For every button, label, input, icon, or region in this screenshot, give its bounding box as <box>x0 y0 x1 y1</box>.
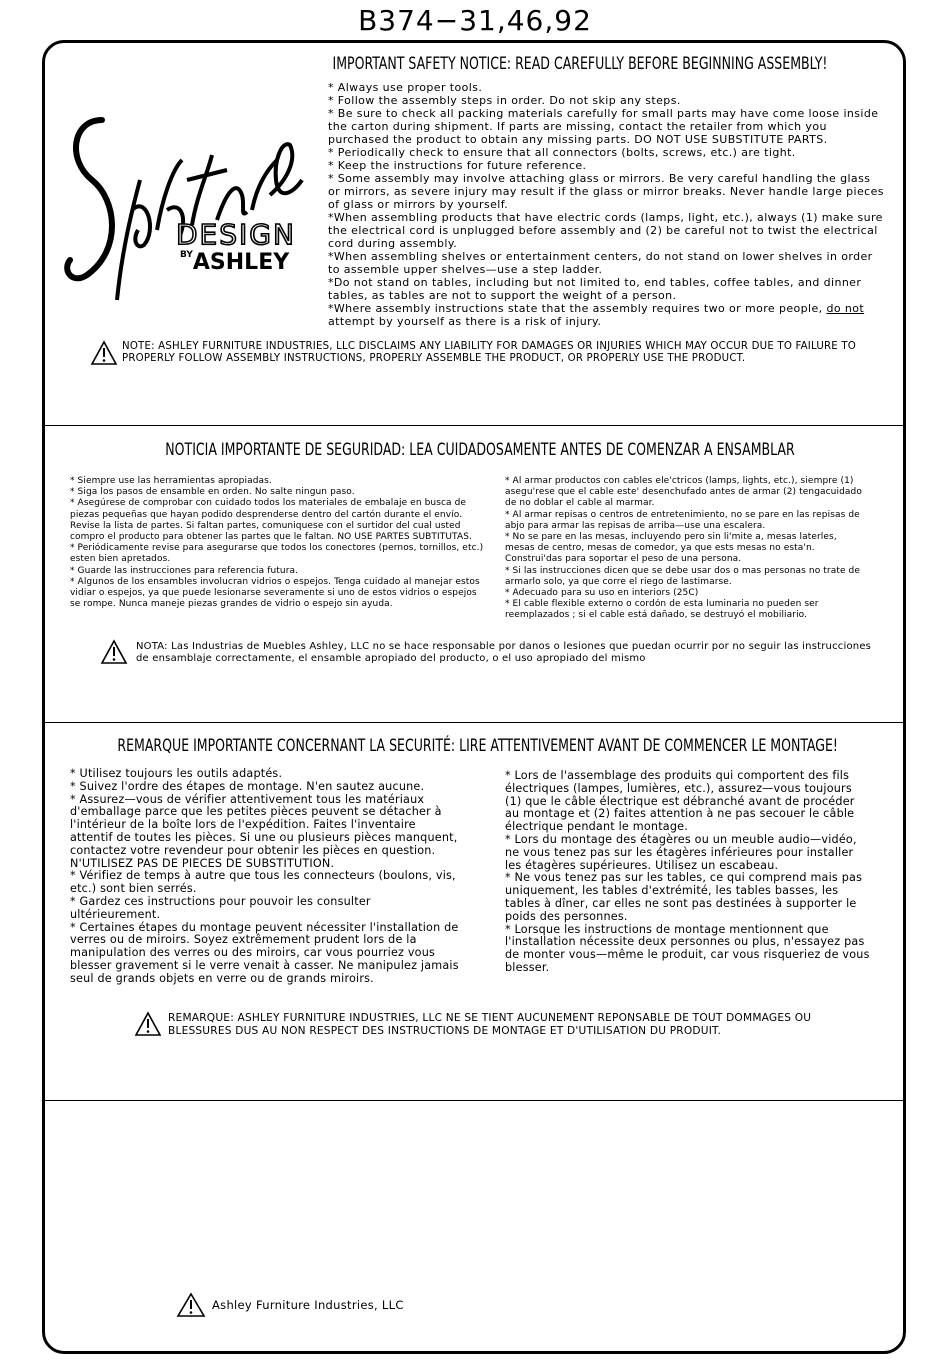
english-item-last <box>328 302 884 328</box>
english-last-suffix: attempt by yourself as there is a risk of injury. <box>328 315 602 328</box>
english-item: * Be sure to check all packing materials carefully for small parts may have come loose inside the carton during shipment. If parts are missing, contact the retailer from which you purchased the product to obtain any missing parts. DO NOT USE SUBSTITUTE PARTS. <box>328 107 879 146</box>
french-item: * Vérifiez de temps à autre que tous les connecteurs (boulons, vis, etc.) sont bien serrés. <box>70 869 456 896</box>
english-last-prefix: *Where assembly instructions state that the assembly requires two or more people, <box>328 302 827 315</box>
spanish-item: * El cable flexible externo o cordón de esta luminaria no pueden ser reemplazados ; si el cable está dañado, se destruyó el mobiliario. <box>505 599 819 621</box>
english-item: *When assembling shelves or entertainment centers, do not stand on lower shelves in order to assemble upper shelves—use a step ladder. <box>328 250 873 276</box>
english-heading: IMPORTANT SAFETY NOTICE: READ CAREFULLY BEFORE BEGINNING ASSEMBLY! <box>332 54 828 74</box>
spanish-item: * Periódicamente revise para asegurarse que todos los conectores (pernos, tornillos, etc.) esten bien apretados. <box>70 543 484 565</box>
english-note: NOTE: ASHLEY FURNITURE INDUSTRIES, LLC DISCLAIMS ANY LIABILITY FOR DAMAGES OR INJURIES WHICH MAY OCCUR DUE TO FAILURE TO PROPERLY FOLLOW ASSEMBLY INSTRUCTIONS, PROPERLY ASSEMBLE THE PRODUCT, OR PROPERLY USE THE PRODUCT. <box>122 341 857 364</box>
signature-script-graphic <box>62 100 318 322</box>
french-item: * Lorsque les instructions de montage mentionnent que l'installation nécessite deux personnes ou plus, n'essayez pas de monter vous—même le produit, car vous risqueriez de vous blesser. <box>505 922 870 974</box>
warning-icon <box>176 1292 206 1322</box>
french-item: * Utilisez toujours les outils adaptés. <box>70 767 283 780</box>
french-left-column <box>70 768 462 986</box>
logo-brand-text: ASHLEY <box>192 250 290 275</box>
spanish-item: * Si las instrucciones dicen que se debe usar dos o mas personas no trate de armarlo solo, ya que corre el riego de lastimarse. <box>505 565 860 587</box>
spanish-note: NOTA: Las Industrias de Muebles Ashley, LLC no se hace responsable por danos o lesiones que puedan ocurrir por no seguir las instrucciones de ensamblaje correctamente, el ensamble apropiado del producto, o el uso apropiado del mismo <box>136 641 872 664</box>
section-divider <box>42 1100 906 1101</box>
warning-icon <box>100 639 128 669</box>
spanish-right-column <box>505 476 867 622</box>
french-heading: REMARQUE IMPORTANTE CONCERNANT LA SECURITÉ: LIRE ATTENTIVEMENT AVANT DE COMMENCER LE MONTAGE! <box>117 736 838 756</box>
french-item: * Certaines étapes du montage peuvent nécessiter l'installation de verres ou de miroirs. Soyez extrêmement prudent lors de la manipulation des verres ou des miroirs, car vous pourriez vous blesser gravement si le verre venait à casser. Ne manipulez jamais seul de grands objets en verre ou de grands miroirs. <box>70 920 459 985</box>
english-last-underlined: do not <box>826 302 865 315</box>
spanish-item: * Algunos de los ensambles involucran vidrios o espejos. Tenga cuidado al manejar estos vidiar o espejos, ya que puede lesionarse severamente si uno de estos vidrios o espejos se rompe. Nunca maneje piezas grandes de vidrio o espejo sin ayuda. <box>70 576 480 610</box>
english-instructions <box>328 81 884 328</box>
spanish-heading: NOTICIA IMPORTANTE DE SEGURIDAD: LEA CUIDADOSAMENTE ANTES DE COMENZAR A ENSAMBLAR <box>165 440 795 460</box>
english-item: * Keep the instructions for future reference. <box>328 159 587 172</box>
spanish-item: * Siempre use las herramientas apropiadas. <box>70 476 272 486</box>
english-item: * Periodically check to ensure that all connectors (bolts, screws, etc.) are tight. <box>328 146 796 159</box>
spanish-left-column <box>70 476 490 610</box>
french-item: * Assurez—vous de vérifier attentivement tous les matériaux d'emballage parce que les petites pièces peuvent se détacher à l'intérieur de la boîte lors de l'expédition. Faites l'inventaire attentif de toutes les pièces. Si une ou plusieurs pièces manquent, contactez votre revendeur pour obtenir les pièces en question. N'UTILISEZ PAS DE PIECES DE SUBSTITUTION. <box>70 792 458 870</box>
spanish-item: * Asegúrese de comprobar con cuidado todos los materiales de embalaje en busca de piezas pequeñas que hayan podido desprenderse dentro del cartón durante el envío. Revise la lista de partes. Si faltan partes, comuniquese con el surtidor del cual usted compro el producto para obtener las partes que le faltan. NO USE PARTES SUBTITUTAS. <box>70 498 472 543</box>
spanish-item: * No se pare en las mesas, incluyendo pero sin li'mite a, mesas laterles, mesas de centro, mesas de comedor, ya que ests mesas no esta'n. Construi'das para soportar el peso de una persona. <box>505 532 837 565</box>
footer-company: Ashley Furniture Industries, LLC <box>212 1298 404 1312</box>
french-right-column <box>505 770 870 975</box>
warning-icon <box>90 340 118 370</box>
french-item: * Lors de l'assemblage des produits qui comportent des fils électriques (lampes, lumières, etc.), assurez—vous toujours (1) que le câble électrique est débranché avant de procéder au montage et (2) faites attention à ne pas secouer le câble électrique pendant le montage. <box>505 769 855 834</box>
english-item: * Always use proper tools. <box>328 81 483 94</box>
section-divider <box>42 722 906 723</box>
french-item: * Gardez ces instructions pour pouvoir les consulter ultérieurement. <box>70 894 371 921</box>
spanish-item: * Al armar productos con cables ele'ctricos (lamps, lights, etc.), siempre (1) asegu'rese que el cable este' desenchufado antes de armar (2) tengacuidado de no doblar el cable al marmar. <box>505 476 862 509</box>
warning-icon <box>134 1011 162 1041</box>
spanish-item: * Al armar repisas o centros de entretenimiento, no se pare en las repisas de abjo para armar las repisas de arriba—use una escalera. <box>505 509 860 531</box>
english-item: *When assembling products that have electric cords (lamps, light, etc.), always (1) make sure the electrical cord is unplugged before assembly and (2) be careful not to twist the electrical cord during assembly. <box>328 211 883 250</box>
english-item: *Do not stand on tables, including but not limited to, end tables, coffee tables, and dinner tables, as tables are not to support the weight of a person. <box>328 276 862 302</box>
document-code: B374−31,46,92 <box>358 4 592 37</box>
spanish-item: * Adecuado para su uso en interiors (25C) <box>505 588 699 599</box>
english-item: * Follow the assembly steps in order. Do not skip any steps. <box>328 94 681 107</box>
signature-design-logo <box>62 100 318 322</box>
french-item: * Ne vous tenez pas sur les tables, ce qui comprend mais pas uniquement, les tables d'extrémité, les tables basses, les tables à dîner, car elles ne sont pas destinées à supporter le poids des personnes. <box>505 871 863 923</box>
spanish-item: * Guarde las instrucciones para referencia futura. <box>70 565 299 576</box>
spanish-item: * Siga los pasos de ensamble en orden. No salte ningun paso. <box>70 487 355 498</box>
logo-by-text: BY <box>180 250 193 260</box>
english-item: * Some assembly may involve attaching glass or mirrors. Be very careful handling the glass or mirrors, as severe injury may result if the glass or mirror breaks. Never handle large pieces of glass or mirrors by yourself. <box>328 172 884 211</box>
french-item: * Suivez l'ordre des étapes de montage. N'en sautez aucune. <box>70 779 425 793</box>
french-note: REMARQUE: ASHLEY FURNITURE INDUSTRIES, LLC NE SE TIENT AUCUNEMENT REPONSABLE DE TOUT DOMMAGES OU BLESSURES DUS AU NON RESPECT DES INSTRUCTIONS DE MONTAGE ET D'UTILISATION DU PRODUIT. <box>168 1012 812 1037</box>
section-divider <box>42 425 906 426</box>
french-item: * Lors du montage des étagères ou un meuble audio—vidéo, ne vous tenez pas sur les étagères inférieures pour installer les étagères supérieures. Utilisez un escabeau. <box>505 832 857 872</box>
logo-design-text: DESIGN <box>176 218 296 251</box>
